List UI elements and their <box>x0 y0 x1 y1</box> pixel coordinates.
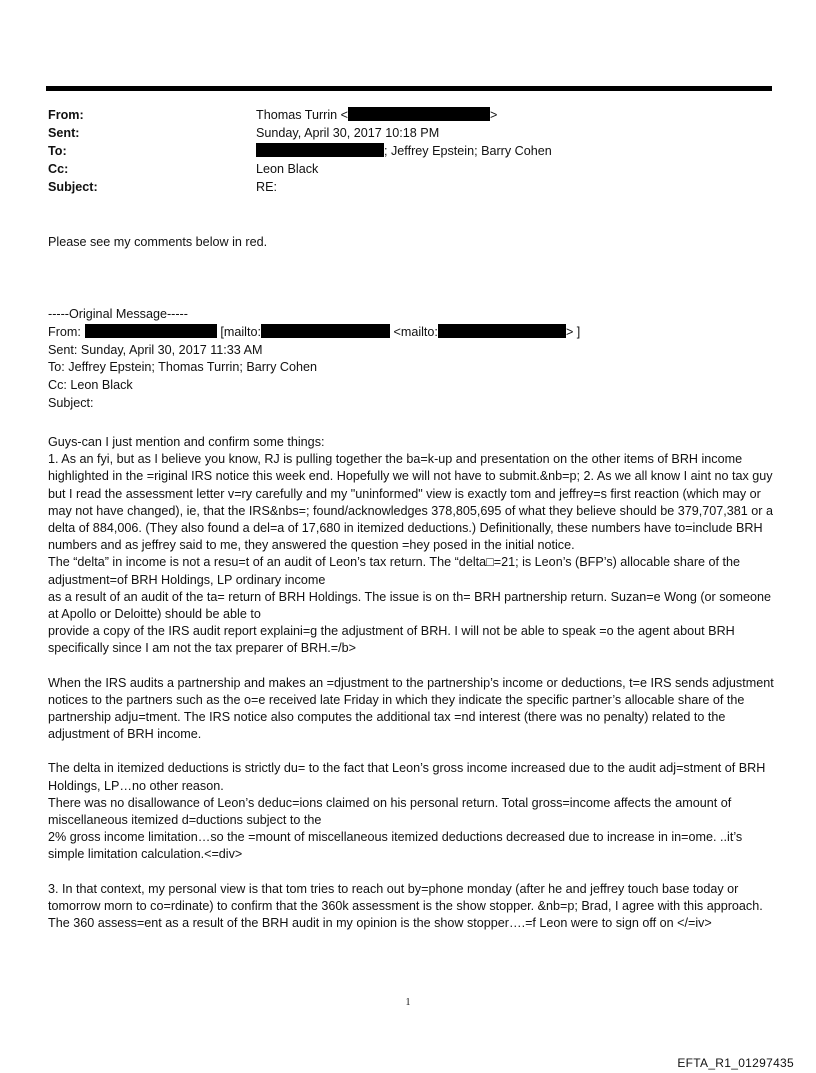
message-body <box>48 434 774 932</box>
mailto-prefix-2: <mailto: <box>389 324 438 339</box>
body-paragraph: 1. As an fyi, but as I believe you know, RJ is pulling together the ba=k-up and presentation on the other items of BRH income highlighted in the =riginal IRS notice this week end. Hopefully we will not have to submit.&nb=p; 2. As we all know I aint no tax guy but I read the assessment letter v=ry carefully and my "uninformed" view is exactly tom and jeffrey=s first reaction (which may or may not have changed), ie, that the IRS&nbs=; found/acknowledges 378,805,695 of what they believe should be 379,707,381 or a delta of 884,006. (They also found a del=a of 17,680 in itemized deductions.) Definitionally, these numbers have to=include BRH numbers and as jeffrey said to me, they answered the question =hey posed in the initial notice. <box>48 452 774 553</box>
mailto-close: > ] <box>565 324 581 339</box>
body-paragraph: Guys-can I just mention and confirm some things: <box>48 435 325 449</box>
cc-label: Cc: <box>48 162 69 176</box>
redaction-block <box>261 324 390 338</box>
original-from-line <box>48 324 778 342</box>
body-paragraph: The “delta” in income is not a resu=t of an audit of Leon’s tax return. The “delta□=21; is Leon’s (BFP’s) allocable share of the adjustment=of BRH Holdings, LP ordinary income <box>48 555 741 587</box>
to-recipients: ; Jeffrey Epstein; Barry Cohen <box>384 144 552 158</box>
from-value <box>256 107 497 125</box>
from-label: From: <box>48 108 84 122</box>
from-name: Thomas Turrin < <box>256 108 349 122</box>
bates-number: EFTA_R1_01297435 <box>677 1056 794 1070</box>
original-sent-line: Sent: Sunday, April 30, 2017 11:33 AM <box>48 342 263 357</box>
subject-label: Subject: <box>48 180 98 194</box>
email-header <box>48 107 552 197</box>
redaction-block <box>348 107 490 121</box>
subject-value: RE: <box>256 180 277 194</box>
from-bracket: > <box>490 108 498 122</box>
original-from-label: From: <box>48 324 81 339</box>
body-paragraph: There was no disallowance of Leon’s deduc=ions claimed on his personal return. Total gross=income affects the amount of miscellaneous itemized d=ductions subject to the <box>48 795 732 828</box>
cc-value: Leon Black <box>256 162 319 176</box>
cc-row <box>48 161 552 179</box>
header-divider-rule <box>46 86 772 91</box>
sent-value: Sunday, April 30, 2017 10:18 PM <box>256 126 440 140</box>
redaction-block <box>85 324 217 338</box>
to-value <box>256 143 552 161</box>
original-subject-line: Subject: <box>48 395 94 410</box>
intro-text: Please see my comments below in red. <box>48 235 268 249</box>
body-paragraph: 2% gross income limitation…so the =mount of miscellaneous itemized deductions decreased due to increase in in=ome. ..it’s simple limitation calculation.<=div> <box>48 830 743 862</box>
sent-row <box>48 125 552 143</box>
original-cc-line: Cc: Leon Black <box>48 378 133 393</box>
page-number: 1 <box>405 997 411 1008</box>
body-paragraph: 3. In that context, my personal view is that tom tries to reach out by=phone monday (after he and jeffrey touch base today or tomorrow morn to co=rdinate) to confirm that the 360k assessment is the show stopper. &nb=p; Brad, I agree with this approach. The 360 assess=ent as a result of the BRH audit in my opinion is the show stopper….=f Leon were to sign off on </=iv> <box>48 881 763 931</box>
body-paragraph: When the IRS audits a partnership and makes an =djustment to the partnership’s income or deductions, t=e IRS sends adjustment notices to the partners such as the o=e received late Friday in which they indicate the specific partner’s allocable share of the partnership adju=tment. The IRS notice also computes the additional tax =nd interest (there was no penalty) related to the adjustment of BRH income. <box>48 675 774 742</box>
original-to-line: To: Jeffrey Epstein; Thomas Turrin; Barry Cohen <box>48 360 318 375</box>
from-row <box>48 107 552 125</box>
redaction-block <box>438 324 566 338</box>
subject-row <box>48 179 552 197</box>
mailto-prefix: [mailto: <box>216 324 261 339</box>
redaction-block <box>256 143 384 157</box>
original-message-header <box>48 306 778 413</box>
sent-label: Sent: <box>48 126 80 140</box>
body-paragraph: as a result of an audit of the ta= return of BRH Holdings. The issue is on th= BRH partnership return. Suzan=e Wong (or someone at Apollo or Deloitte) should be able to <box>48 589 772 622</box>
to-label: To: <box>48 144 67 158</box>
body-paragraph: provide a copy of the IRS audit report explaini=g the adjustment of BRH. I will not be able to speak =o the agent about BRH specifically since I am not the tax preparer of BRH.=/b> <box>48 624 735 656</box>
body-paragraph: The delta in itemized deductions is strictly du= to the fact that Leon’s gross income increased due to the audit adj=stment of BRH Holdings, LP…no other reason. <box>48 761 766 793</box>
original-divider: -----Original Message----- <box>48 307 188 321</box>
to-row <box>48 143 552 161</box>
